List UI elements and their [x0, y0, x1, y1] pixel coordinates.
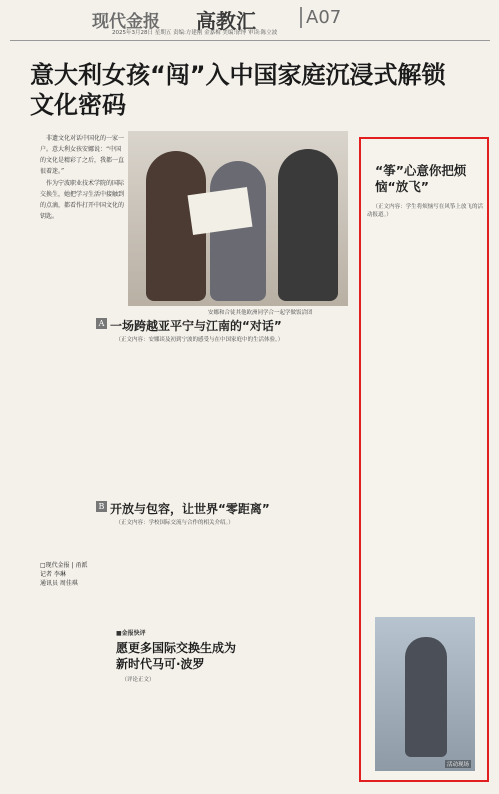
section-b-body	[110, 519, 350, 528]
sidebar-text: （正文内容：学生将烦恼写在风筝上放飞的活动报道。）	[367, 204, 483, 219]
intro-paragraph-2: 作为宁波职业技术学院的国际交换生，她把学习生活中接触到的点滴，都看作打开中国文化的钥匙。	[40, 180, 125, 220]
masthead-divider	[10, 40, 490, 41]
sidebar-body	[367, 203, 483, 220]
section-b-title: 开放与包容，让世界“零距离”	[110, 502, 270, 516]
sidebar-photo	[375, 617, 475, 771]
masthead	[0, 0, 499, 44]
person-figure	[278, 149, 338, 301]
photo-caption: 安娜和合徒其他欧洲同学合一起学做饭洽团	[208, 310, 313, 316]
main-headline: 意大利女孩“闯”入中国家庭沉浸式解锁文化密码	[30, 61, 446, 119]
section-a-body	[110, 336, 350, 345]
byline-outlet: □现代金报 | 甬派	[40, 562, 88, 569]
byline-reporter: 记者 李琳	[40, 571, 66, 578]
byline	[40, 561, 124, 588]
sidebar-title: “筝”心意你把烦恼“放飞”	[375, 163, 467, 194]
intro-column	[40, 133, 124, 223]
intro-paragraph-1: 非遗文化对话中国化的一家一户。意大利女孩安娜说：“中国的文化是精彩了之后，我都一直很着迷。”	[40, 135, 125, 175]
section-a-marker: A	[96, 318, 107, 329]
section-name: 现代金报	[92, 12, 160, 32]
person-figure	[405, 637, 447, 757]
commentary-title: 愿更多国际交换生成为新时代马可·波罗	[116, 641, 237, 671]
byline-correspondent: 通讯员 周佳琪	[40, 580, 78, 587]
section-b-text: （正文内容：学校国际交流与合作的相关介绍。）	[115, 520, 234, 526]
masthead-info: 2025年3月28日 星期五 责编:方建刚 金嘉梅 美编:徐博 审读:陈立波	[112, 30, 278, 36]
column-title: 高教汇	[196, 9, 256, 33]
commentary-body	[116, 676, 350, 685]
section-a-text: （正文内容：安娜谈及初到宁波的感受与在中国家庭中的生活体验。）	[115, 337, 284, 343]
page-number: A07	[300, 7, 341, 28]
main-photo	[128, 131, 348, 306]
sidebar-box	[359, 137, 489, 782]
paper-artwork	[188, 187, 253, 235]
commentary-tag: ■金报快评	[116, 630, 146, 637]
commentary-text: （评论正文）	[121, 677, 155, 683]
section-a-title: 一场跨越亚平宁与江南的“对话”	[110, 319, 282, 333]
sidebar-photo-label: 活动现场	[446, 762, 469, 768]
section-b-marker: B	[96, 501, 107, 512]
